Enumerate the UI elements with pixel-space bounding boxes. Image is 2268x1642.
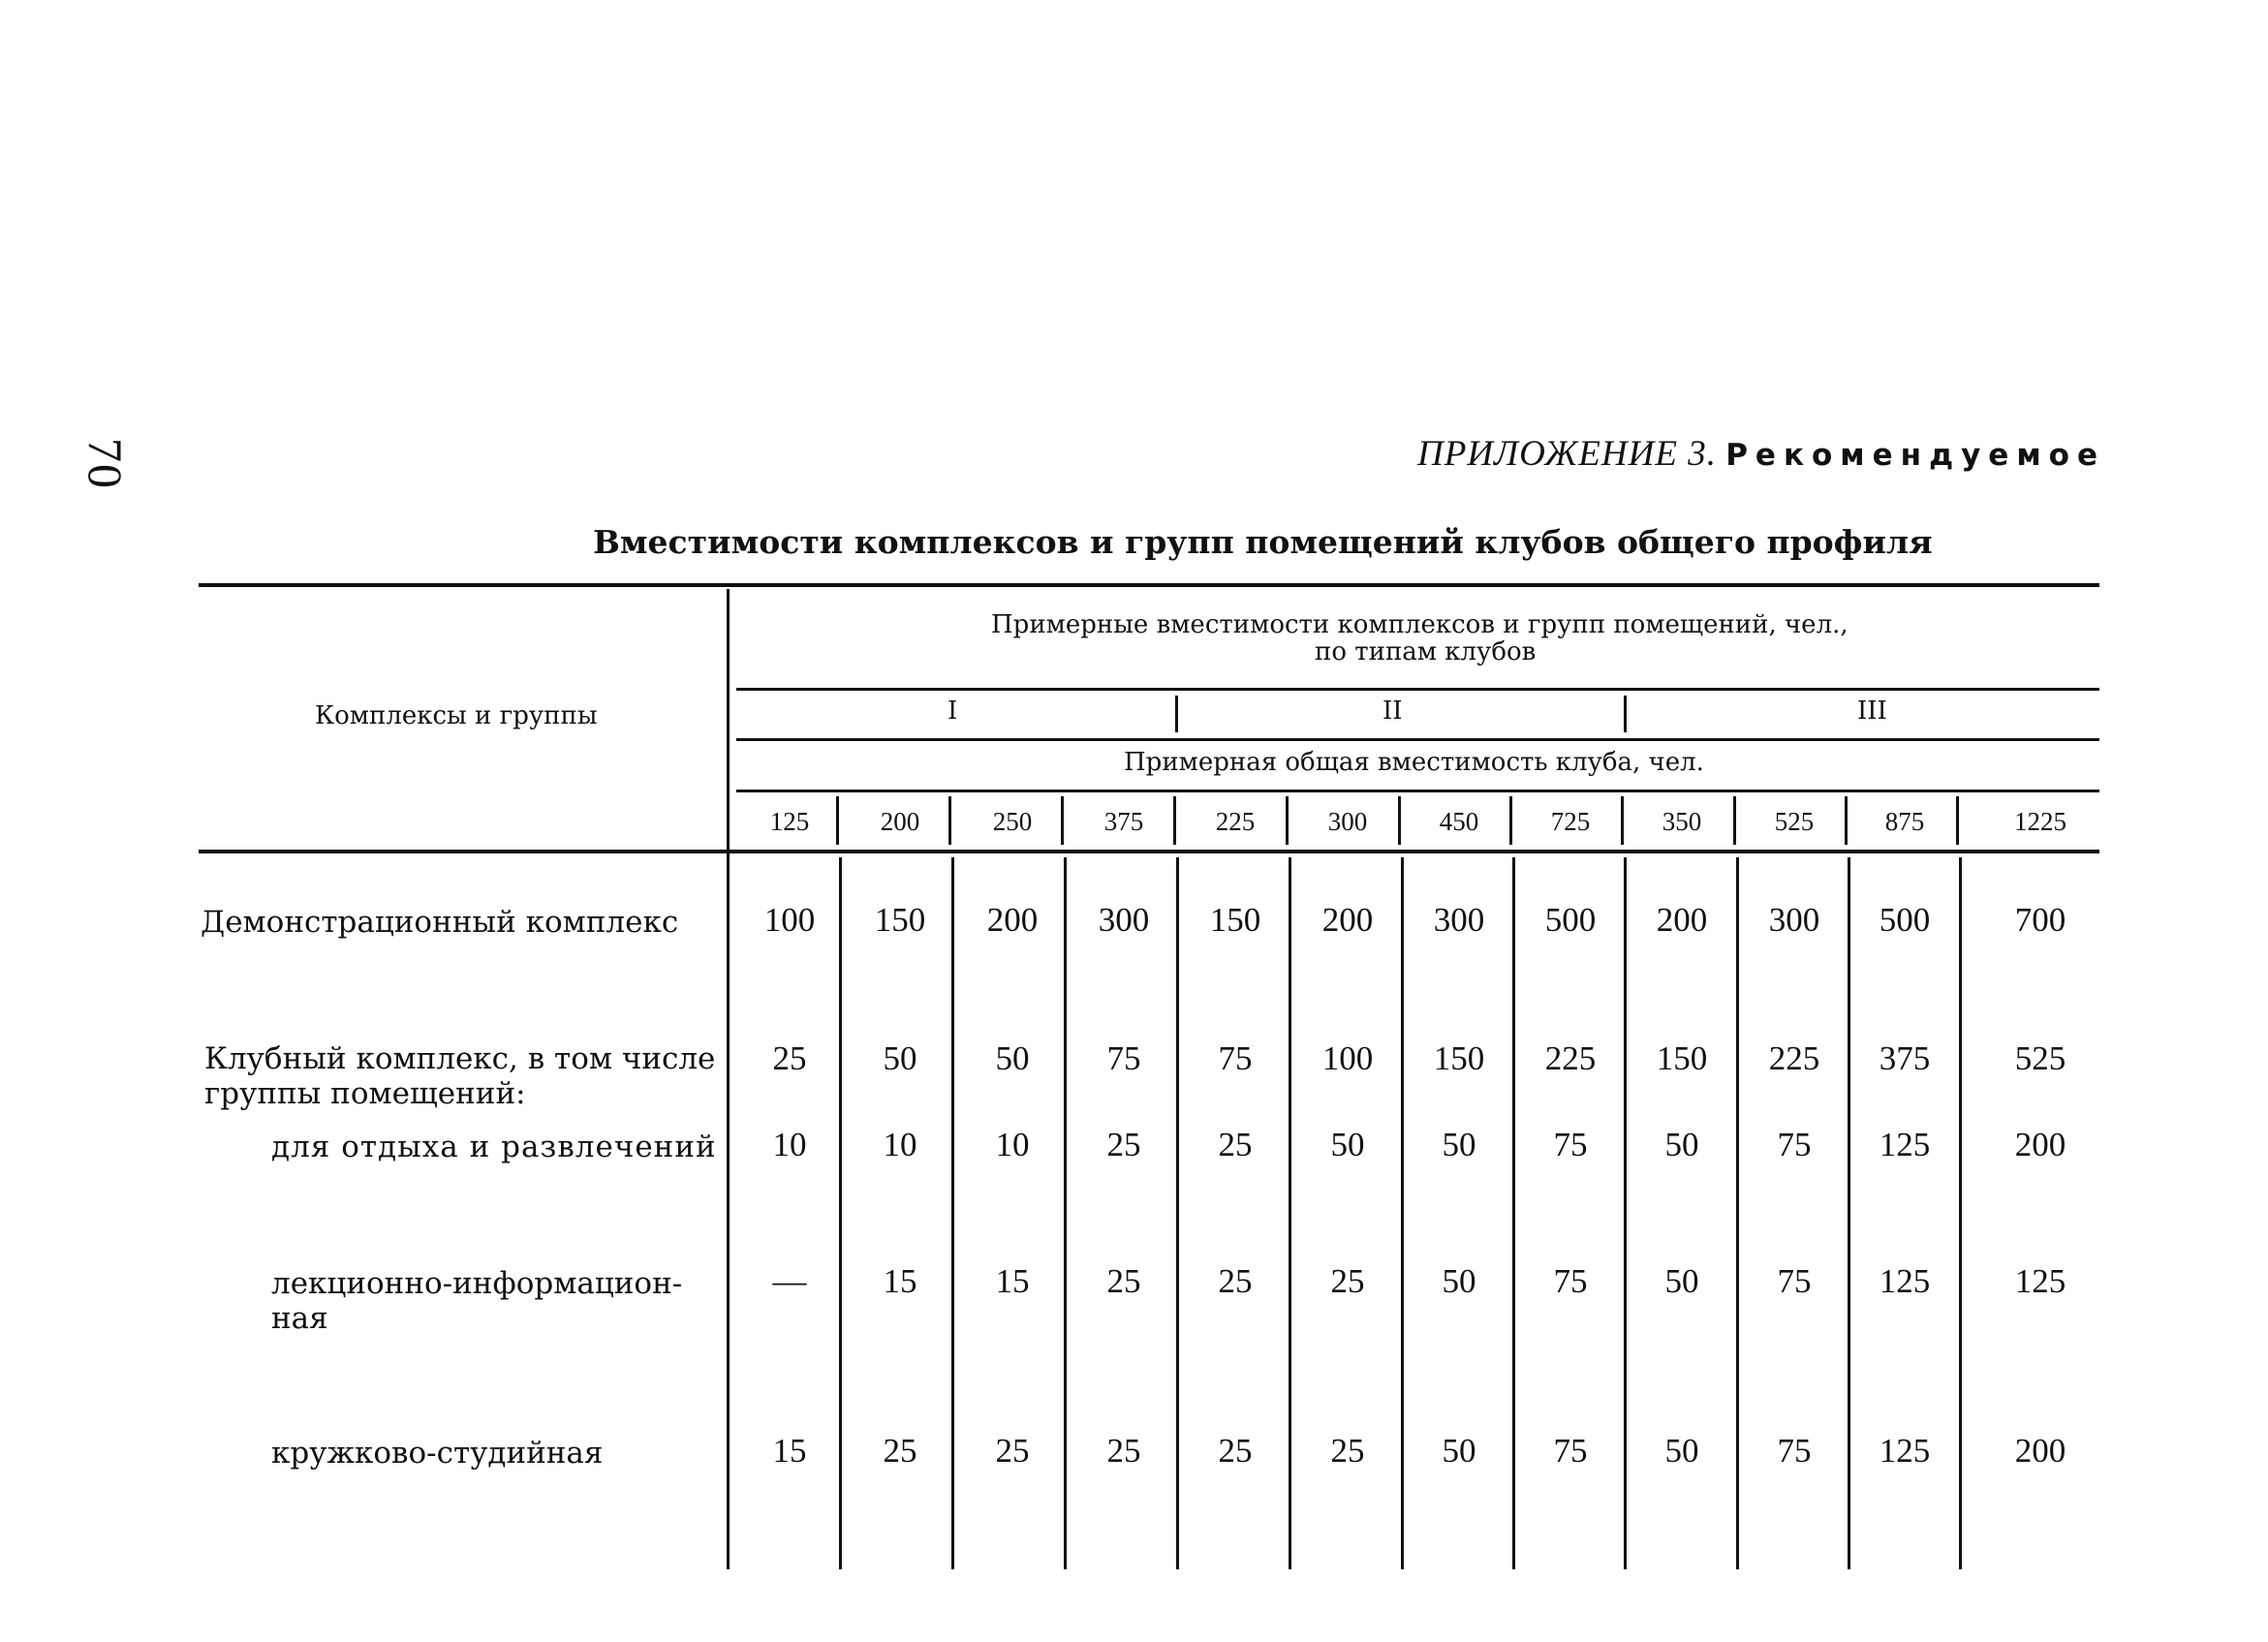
table-cell: 25 bbox=[1330, 1262, 1365, 1300]
table-cell: 15 bbox=[772, 1432, 807, 1470]
table-cell: 125 bbox=[1879, 1126, 1931, 1163]
row-label-club-line1: Клубный комплекс, в том числе bbox=[204, 1041, 716, 1076]
row-label-club-line2: группы помещений: bbox=[204, 1076, 526, 1111]
table-cell: 10 bbox=[995, 1126, 1030, 1163]
capacity-cell: 350 bbox=[1662, 807, 1702, 836]
table-cell: 300 bbox=[1768, 901, 1820, 939]
page-number: 70 bbox=[78, 438, 133, 490]
appendix-status: Рекомендуемое bbox=[1725, 438, 2105, 473]
type-separator bbox=[1175, 696, 1178, 732]
header-bottom-rule bbox=[199, 850, 2099, 853]
row-label-leisure: для отдыха и развлечений bbox=[271, 1130, 717, 1164]
table-cell: 100 bbox=[763, 901, 816, 939]
capacity-header-line2: по типам клубов bbox=[1315, 637, 1537, 666]
table-cell: 125 bbox=[1879, 1432, 1931, 1470]
table-cell: 50 bbox=[1664, 1126, 1699, 1163]
data-column-separator bbox=[1512, 857, 1515, 1569]
table-cell: — bbox=[772, 1262, 807, 1300]
table-cell: 300 bbox=[1098, 901, 1150, 939]
capacity-cell: 300 bbox=[1327, 807, 1368, 836]
table-cell: 25 bbox=[1218, 1262, 1253, 1300]
table-cell: 50 bbox=[1442, 1432, 1476, 1470]
appendix-number: ПРИЛОЖЕНИЕ 3. bbox=[1417, 434, 1717, 474]
capacity-column-separator bbox=[1061, 796, 1064, 845]
data-column-separator bbox=[1064, 857, 1067, 1569]
data-column-separator bbox=[1401, 857, 1404, 1569]
table-cell: 75 bbox=[1777, 1432, 1812, 1470]
table-cell: 150 bbox=[1209, 901, 1261, 939]
table-top-rule bbox=[199, 583, 2099, 587]
data-column-separator bbox=[1176, 857, 1179, 1569]
table-cell: 500 bbox=[1879, 901, 1931, 939]
table-cell: 100 bbox=[1321, 1039, 1374, 1077]
table-cell: 700 bbox=[2014, 901, 2066, 939]
capacity-column-separator bbox=[1286, 796, 1289, 845]
table-cell: 25 bbox=[1106, 1262, 1141, 1300]
table-cell: 10 bbox=[772, 1126, 807, 1163]
table-cell: 125 bbox=[2014, 1262, 2066, 1300]
table-cell: 25 bbox=[1218, 1126, 1253, 1163]
capacity-cell: 200 bbox=[880, 807, 920, 836]
data-column-separator bbox=[1736, 857, 1739, 1569]
club-type-1: I bbox=[948, 697, 958, 726]
table-cell: 125 bbox=[1879, 1262, 1931, 1300]
types-bottom-rule bbox=[736, 738, 2099, 741]
data-column-separator bbox=[1624, 857, 1627, 1569]
table-cell: 75 bbox=[1106, 1039, 1141, 1077]
table-cell: 200 bbox=[2014, 1126, 2066, 1163]
table-cell: 225 bbox=[1768, 1039, 1820, 1077]
table-cell: 25 bbox=[1218, 1432, 1253, 1470]
table-cell: 200 bbox=[1656, 901, 1708, 939]
capacity-cell: 375 bbox=[1103, 807, 1144, 836]
data-column-separator bbox=[1289, 857, 1291, 1569]
capacity-column-separator bbox=[1509, 796, 1512, 845]
row-label-lecture-line2: ная bbox=[271, 1301, 328, 1336]
table-cell: 50 bbox=[1664, 1432, 1699, 1470]
table-cell: 50 bbox=[1442, 1126, 1476, 1163]
table-cell: 15 bbox=[883, 1262, 917, 1300]
capacity-cell: 450 bbox=[1439, 807, 1479, 836]
capacity-cell: 875 bbox=[1884, 807, 1925, 836]
table-cell: 75 bbox=[1553, 1432, 1588, 1470]
data-column-separator bbox=[1959, 857, 1962, 1569]
table-cell: 200 bbox=[1321, 901, 1374, 939]
capacity-cell: 725 bbox=[1550, 807, 1591, 836]
table-cell: 225 bbox=[1544, 1039, 1597, 1077]
table-cell: 150 bbox=[1656, 1039, 1708, 1077]
appendix-label bbox=[1417, 433, 2105, 475]
capacity-cell: 225 bbox=[1215, 807, 1256, 836]
data-column-separator bbox=[951, 857, 954, 1569]
table-cell: 150 bbox=[874, 901, 926, 939]
table-cell: 200 bbox=[2014, 1432, 2066, 1470]
table-cell: 25 bbox=[772, 1039, 807, 1077]
table-cell: 75 bbox=[1218, 1039, 1253, 1077]
table-cell: 75 bbox=[1777, 1126, 1812, 1163]
club-type-2: II bbox=[1383, 697, 1403, 726]
capacity-cell: 250 bbox=[992, 807, 1033, 836]
table-cell: 25 bbox=[1330, 1432, 1365, 1470]
row-label-demonstration: Демонстрационный комплекс bbox=[201, 905, 679, 940]
capacity-cell: 1225 bbox=[2014, 807, 2066, 836]
header-divider bbox=[727, 589, 730, 1569]
data-column-separator bbox=[1848, 857, 1850, 1569]
table-cell: 150 bbox=[1433, 1039, 1485, 1077]
table-cell: 300 bbox=[1433, 901, 1485, 939]
type-separator bbox=[1624, 696, 1627, 732]
table-cell: 50 bbox=[1442, 1262, 1476, 1300]
capacity-column-separator bbox=[1733, 796, 1736, 845]
club-type-3: III bbox=[1857, 697, 1887, 726]
capacity-column-separator bbox=[1621, 796, 1624, 845]
capacity-cell: 525 bbox=[1774, 807, 1815, 836]
table-cell: 75 bbox=[1777, 1262, 1812, 1300]
table-cell: 75 bbox=[1553, 1262, 1588, 1300]
table-cell: 25 bbox=[995, 1432, 1030, 1470]
capacity-cell: 125 bbox=[769, 807, 810, 836]
table-cell: 50 bbox=[1664, 1262, 1699, 1300]
data-column-separator bbox=[839, 857, 842, 1569]
capacity-column-separator bbox=[948, 796, 951, 845]
table-cell: 375 bbox=[1879, 1039, 1931, 1077]
table-cell: 10 bbox=[883, 1126, 917, 1163]
row-label-lecture-line1: лекционно-информацион- bbox=[271, 1266, 683, 1301]
capacity-column-separator bbox=[1398, 796, 1401, 845]
table-cell: 50 bbox=[1330, 1126, 1365, 1163]
table-cell: 200 bbox=[986, 901, 1039, 939]
table-cell: 25 bbox=[1106, 1432, 1141, 1470]
table-cell: 75 bbox=[1553, 1126, 1588, 1163]
capacity-bottom-rule bbox=[736, 790, 2099, 792]
table-title: Вместимости комплексов и групп помещений клубов общего профиля bbox=[593, 523, 1933, 561]
table-cell: 50 bbox=[995, 1039, 1030, 1077]
table-cell: 525 bbox=[2014, 1039, 2066, 1077]
capacity-column-separator bbox=[1173, 796, 1176, 845]
types-top-rule bbox=[736, 688, 2099, 691]
capacity-header-line1: Примерные вместимости комплексов и групп помещений, чел., bbox=[991, 610, 1849, 639]
capacity-column-separator bbox=[1845, 796, 1848, 845]
table-cell: 25 bbox=[883, 1432, 917, 1470]
total-capacity-header: Примерная общая вместимость клуба, чел. bbox=[1124, 748, 1704, 777]
row-label-studio: кружково-студийная bbox=[271, 1436, 604, 1471]
row-header: Комплексы и группы bbox=[315, 701, 598, 730]
capacity-column-separator bbox=[1956, 796, 1959, 845]
table-cell: 500 bbox=[1544, 901, 1597, 939]
table-cell: 25 bbox=[1106, 1126, 1141, 1163]
table-cell: 50 bbox=[883, 1039, 917, 1077]
table-cell: 15 bbox=[995, 1262, 1030, 1300]
